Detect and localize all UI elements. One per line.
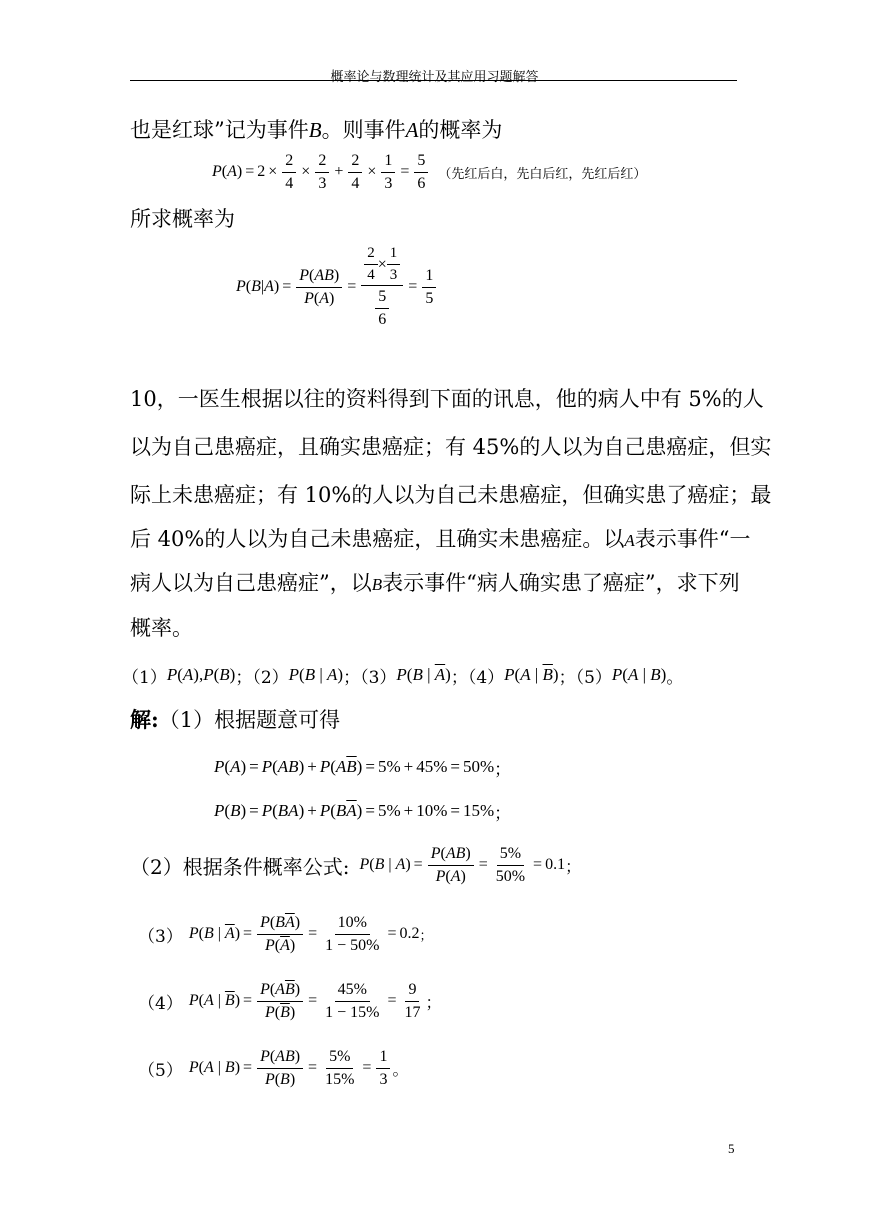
step-4-label: （4） [138,993,183,1014]
step-3-label: （3） [138,926,183,947]
question-1-label: （1） [122,667,167,688]
problem10-line-3: 际上未患癌症；有 10%的人以为自己未患癌症，但确实患了癌症；最 [130,483,772,507]
step-2-label: （2）根据条件概率公式: [130,854,350,879]
problem10-line-5 [130,573,740,594]
prev-line-1 [130,120,502,141]
text-segment: 表示事件“一 [634,527,751,551]
problem10-line-6: 概率。 [130,616,193,640]
question-end: 。 [666,667,684,688]
text-segment: 表示事件“病人确实患了癌症”，求下列 [382,571,740,595]
step-5-label: （5） [138,1060,183,1081]
text-segment: 的概率为 [418,118,503,142]
question-4-label: ；（4） [450,667,505,688]
event-a: A [624,531,635,550]
solution-intro [130,709,340,731]
question-2-label: ；（2） [235,667,289,688]
equation-step-3: （3） P ( B | $\overline{A}$ ) = $\frac{P(B\overline{A})}{P(\overline{A})}$ = $\frac{10\%}{1 - 50\%}$ = 0.2 ； [138,913,433,954]
equation-pa-sum: P ( A ) = P ( AB ) + P ( A $\overline{B}$ ) = 5% + 45% = 50% ； [214,755,511,779]
question-3-label: ；（3） [343,667,397,688]
prev-line-2: 所求概率为 [130,207,235,231]
text-segment: 也是红球”记为事件 [130,118,309,142]
equation-pba: P ( B | A ) = $\frac{P(AB)}{P(A)}$ = $\frac{2}{4}$ × $\frac{1}{3}$ $\frac{5}{6}$ = $\frac{1}{5}$ [236,240,438,334]
period: 。 [392,1059,409,1079]
solution-label: 解: [130,707,159,732]
semicolon: ； [565,856,582,876]
header-rule [130,80,737,81]
event-b: B [308,118,322,142]
text-segment: 后 40%的人以为自己未患癌症，且确实未患癌症。以 [130,527,625,551]
equation-note: （先红后白，先白后红，先红后红） [438,166,647,182]
equation-step-5: （5） P ( A | B ) = $\frac{P(AB)}{P(B)}$ = $\frac{5\%}{15\%}$ = $\frac{1}{3}$ 。 [138,1047,409,1088]
equation-pb-sum: P ( B ) = P ( BA ) + P ( B $\overline{A}$ ) = 5% + 10% = 15% ； [214,799,511,823]
event-a: A [405,118,419,142]
semicolon: ； [419,928,433,944]
semicolon: ； [494,803,512,824]
question-5-label: ；（5） [558,667,612,688]
problem10-line-2: 以为自己患癌症，且确实患癌症；有 45%的人以为自己患癌症，但实 [130,435,772,459]
text-segment: （1）根据题意可得 [158,708,341,732]
problem10-line-4 [130,529,751,550]
page-header: 概率论与数理统计及其应用习题解答 [330,70,539,85]
page-number: 5 [728,1141,735,1156]
equation-step-4: （4） P ( A | $\overline{B}$ ) = $\frac{P(A\overline{B})}{P(\overline{B})}$ = $\frac{45\%}{1 - 15\%}$ = $\frac{9}{17}$ ； [138,980,442,1021]
problem10-line-1: 10，一医生根据以往的资料得到下面的讯息，他的病人中有 5%的人 [130,387,764,411]
equation-step-2: （2）根据条件概率公式: P ( B | A ) = $\frac{P(AB)}{P(A)}$ = $\frac{5\%}{50\%}$ = 0.1 ； [130,844,582,885]
semicolon: ； [425,992,442,1012]
event-b: B [371,575,383,594]
text-segment: 。则事件 [321,118,406,142]
text-segment: 病人以为自己患癌症”，以 [130,571,372,595]
problem10-questions: （1） P ( A ), P ( B ) ；（2） P ( B | A ) ；（3） P ( B | $\overline{A}$ ) ；（4） P ( A | $\overline{B}$ ) ；（5） P ( A | B ) 。 [122,663,683,687]
equation-pa: P ( A ) = 2 × $\frac{2}{4}$ × $\frac{2}{3}$ + $\frac{2}{4}$ × $\frac{1}{3}$ = $\frac{5}{6}$ （先红后白，先白后红，先红后红） [212,151,647,192]
semicolon: ； [494,759,512,780]
